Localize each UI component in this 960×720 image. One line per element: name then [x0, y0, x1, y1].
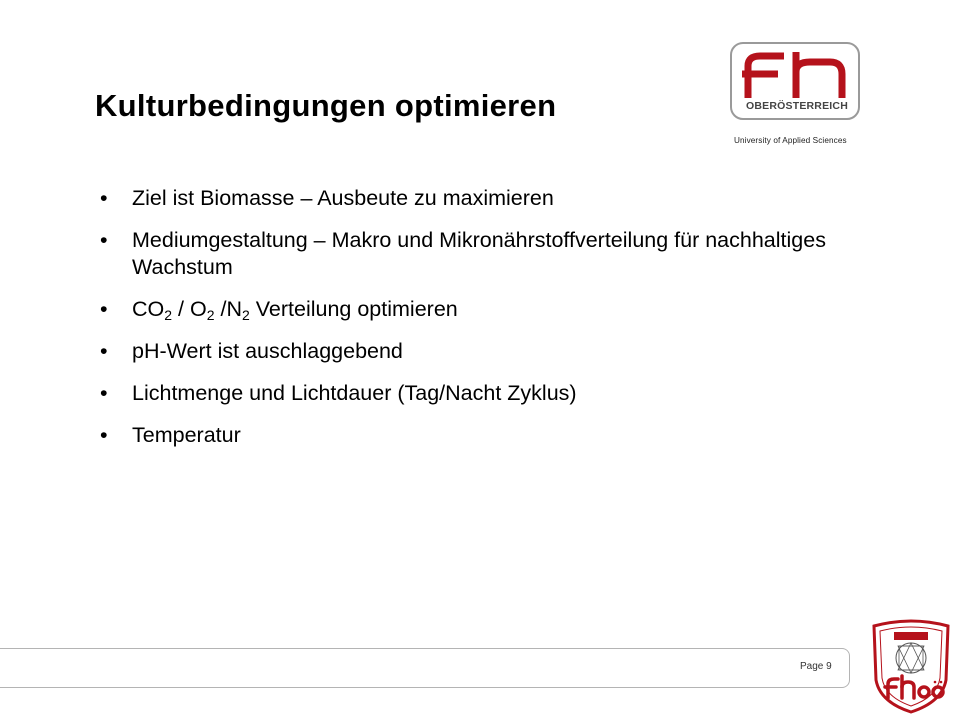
bullet-item — [100, 296, 880, 323]
subscript-text: 2 — [164, 307, 173, 323]
bullet-marker: • — [100, 228, 108, 252]
fh-logo-tagline: University of Applied Sciences — [734, 136, 847, 145]
bullet-marker: • — [100, 423, 108, 447]
footer-bar — [0, 648, 850, 688]
bullet-item — [100, 380, 880, 407]
bullet-text: CO — [132, 297, 165, 321]
fh-logo-frame — [730, 42, 860, 120]
bullet-list — [100, 185, 880, 464]
bullet-text: Lichtmenge und Lichtdauer (Tag/Nacht Zyklus) — [132, 381, 577, 405]
bullet-text: /N — [214, 297, 242, 321]
bullet-item — [100, 185, 880, 212]
bullet-text: / O — [172, 297, 207, 321]
bullet-marker: • — [100, 381, 108, 405]
fh-logo-mark — [738, 50, 854, 98]
subscript-text: 2 — [241, 307, 250, 323]
bullet-text: pH-Wert ist auschlaggebend — [132, 339, 403, 363]
bullet-text: Temperatur — [132, 423, 241, 447]
page-number: Page 9 — [800, 661, 832, 672]
fh-logo-subtitle: OBERÖSTERREICH — [746, 100, 848, 112]
bullet-text: Ziel ist Biomasse – Ausbeute zu maximieren — [132, 186, 554, 210]
fh-logo — [730, 42, 865, 152]
bullet-marker: • — [100, 339, 108, 363]
bullet-item — [100, 227, 880, 281]
bullet-text: Mediumgestaltung – Makro und Mikronährstoffverteilung für nachhaltiges Wachstum — [132, 228, 826, 279]
bullet-item — [100, 422, 880, 449]
subscript-text: 2 — [206, 307, 215, 323]
bullet-item — [100, 338, 880, 365]
bullet-marker: • — [100, 186, 108, 210]
slide-title: Kulturbedingungen optimieren — [95, 88, 557, 123]
bullet-marker: • — [100, 297, 108, 321]
bullet-text: Verteilung optimieren — [249, 297, 458, 321]
fhoo-crest-logo — [868, 618, 954, 714]
